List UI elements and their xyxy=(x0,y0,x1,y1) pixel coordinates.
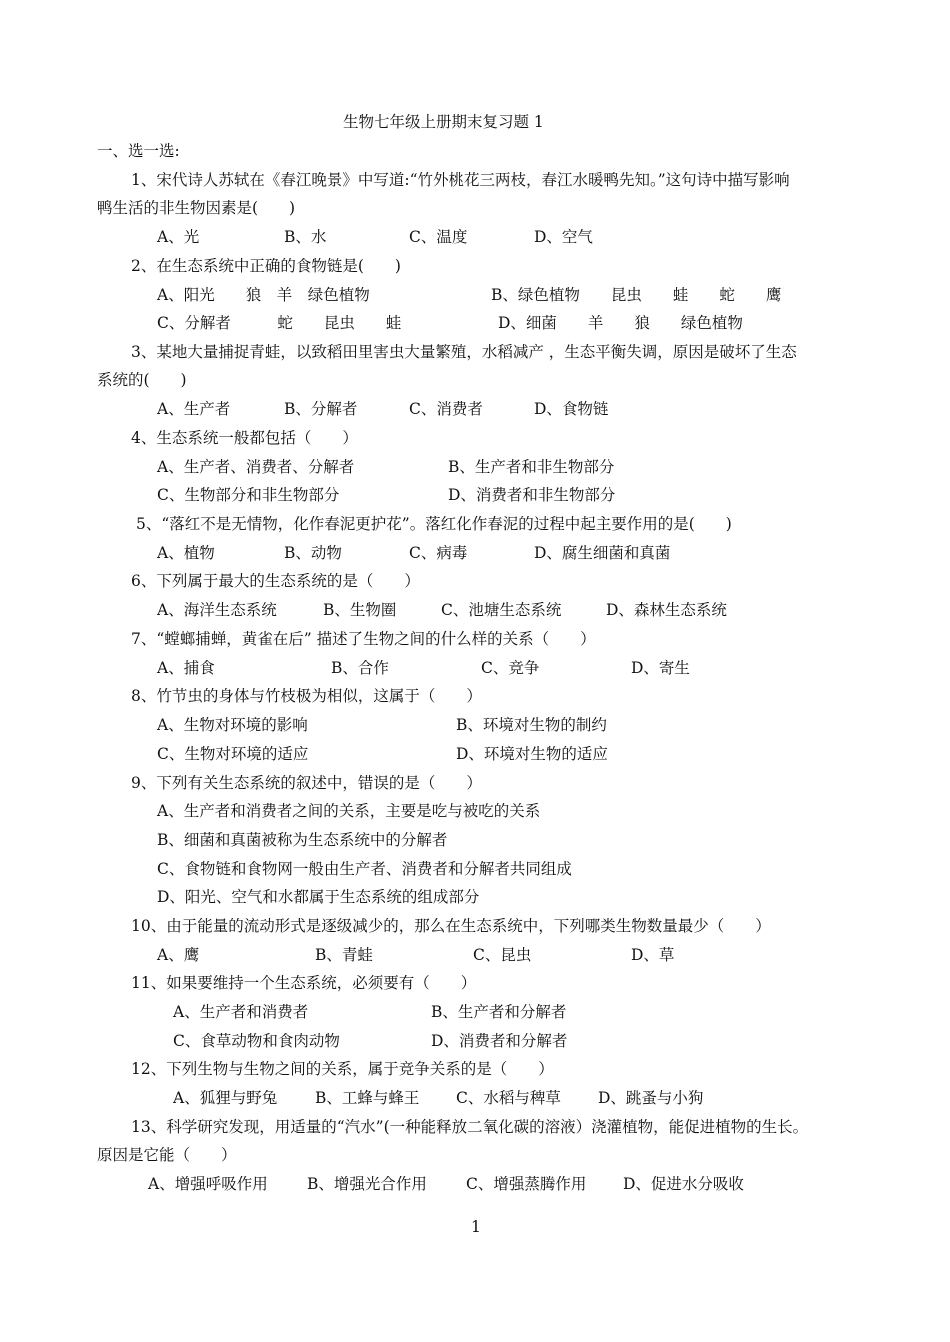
question-11-option-b: B、生产者和分解者 xyxy=(431,1003,567,1021)
question-9-stem: 9、下列有关生态系统的叙述中，错误的是（ ） xyxy=(131,774,482,792)
page-number: 1 xyxy=(471,1218,481,1236)
question-8-option-c: C、生物对环境的适应 xyxy=(157,745,309,763)
section-heading: 一、选一选: xyxy=(97,142,180,160)
question-5-option-d: D、腐生细菌和真菌 xyxy=(534,544,671,562)
question-13-stem: 13、科学研究发现，用适量的“汽水”(一种能释放二氧化碳的溶液）浇灌植物，能促进植物的生长。 xyxy=(131,1118,809,1136)
question-3-option-a: A、生产者 xyxy=(157,400,231,418)
question-2-option-b: B、绿色植物 昆虫 蛙 蛇 鹰 xyxy=(491,286,782,304)
question-10-option-c: C、昆虫 xyxy=(473,946,532,964)
question-11-option-a: A、生产者和消费者 xyxy=(173,1003,309,1021)
question-5-option-c: C、病毒 xyxy=(409,544,468,562)
question-12-option-d: D、跳蚤与小狗 xyxy=(598,1089,704,1107)
question-1-stem-cont: 鸭生活的非生物因素是( ) xyxy=(97,199,296,217)
question-11-stem: 11、如果要维持一个生态系统，必须要有（ ） xyxy=(131,974,477,992)
question-7-option-d: D、寄生 xyxy=(631,659,690,677)
question-2-option-c: C、分解者 蛇 昆虫 蛙 xyxy=(157,314,402,332)
question-3-option-b: B、分解者 xyxy=(284,400,358,418)
question-1-option-b: B、水 xyxy=(284,228,327,246)
question-4-stem: 4、生态系统一般都包括（ ） xyxy=(131,429,358,447)
document-title: 生物七年级上册期末复习题 1 xyxy=(343,113,544,131)
question-10-stem: 10、由于能量的流动形式是逐级减少的，那么在生态系统中，下列哪类生物数量最少（ ） xyxy=(131,917,771,935)
question-7-stem: 7、“螳螂捕蝉，黄雀在后” 描述了生物之间的什么样的关系（ ） xyxy=(131,630,596,648)
question-4-option-c: C、生物部分和非生物部分 xyxy=(157,486,340,504)
question-6-option-b: B、生物圈 xyxy=(323,601,397,619)
question-7-option-b: B、合作 xyxy=(331,659,389,677)
question-8-option-a: A、生物对环境的影响 xyxy=(157,716,308,734)
question-7-option-a: A、捕食 xyxy=(157,659,215,677)
question-11-option-c: C、食草动物和食肉动物 xyxy=(173,1032,340,1050)
question-9-option-b: B、细菌和真菌被称为生态系统中的分解者 xyxy=(157,831,448,849)
question-13-option-b: B、增强光合作用 xyxy=(307,1175,427,1193)
question-12-option-b: B、工蜂与蜂王 xyxy=(315,1089,420,1107)
question-7-option-c: C、竞争 xyxy=(481,659,540,677)
question-5-stem: 5、“落红不是无情物，化作春泥更护花”。落红化作春泥的过程中起主要作用的是( ) xyxy=(136,515,732,533)
question-6-option-c: C、池塘生态系统 xyxy=(441,601,562,619)
question-1-option-a: A、光 xyxy=(157,228,200,246)
question-9-option-d: D、阳光、空气和水都属于生态系统的组成部分 xyxy=(157,888,480,906)
question-2-option-a: A、阳光 狼 羊 绿色植物 xyxy=(157,286,370,304)
question-2-stem: 2、在生态系统中正确的食物链是( ) xyxy=(131,257,401,275)
question-4-option-b: B、生产者和非生物部分 xyxy=(448,458,615,476)
question-13-option-d: D、促进水分吸收 xyxy=(623,1175,744,1193)
question-5-option-b: B、动物 xyxy=(284,544,342,562)
question-5-option-a: A、植物 xyxy=(157,544,215,562)
question-10-option-a: A、鹰 xyxy=(157,946,200,964)
question-8-option-b: B、环境对生物的制约 xyxy=(456,716,607,734)
question-1-stem: 1、宋代诗人苏轼在《春江晚景》中写道:“竹外桃花三两枝，春江水暖鸭先知。”这句诗中描写影响 xyxy=(131,171,790,189)
question-9-option-a: A、生产者和消费者之间的关系，主要是吃与被吃的关系 xyxy=(157,802,541,820)
question-4-option-a: A、生产者、消费者、分解者 xyxy=(157,458,355,476)
question-8-option-d: D、环境对生物的适应 xyxy=(456,745,608,763)
question-6-stem: 6、下列属于最大的生态系统的是（ ） xyxy=(131,572,420,590)
question-11-option-d: D、消费者和分解者 xyxy=(431,1032,568,1050)
question-3-stem-cont: 系统的( ) xyxy=(97,371,187,389)
question-9-option-c: C、食物链和食物网一般由生产者、消费者和分解者共同组成 xyxy=(157,860,572,878)
question-12-option-a: A、狐狸与野兔 xyxy=(173,1089,278,1107)
question-10-option-b: B、青蛙 xyxy=(315,946,373,964)
question-2-option-d: D、细菌 羊 狼 绿色植物 xyxy=(498,314,743,332)
question-6-option-d: D、森林生态系统 xyxy=(606,601,727,619)
question-13-option-c: C、增强蒸腾作用 xyxy=(466,1175,587,1193)
question-12-option-c: C、水稻与稗草 xyxy=(456,1089,561,1107)
question-4-option-d: D、消费者和非生物部分 xyxy=(448,486,616,504)
question-3-option-c: C、消费者 xyxy=(409,400,483,418)
question-10-option-d: D、草 xyxy=(631,946,675,964)
question-8-stem: 8、竹节虫的身体与竹枝极为相似，这属于（ ） xyxy=(131,687,482,705)
question-3-option-d: D、食物链 xyxy=(534,400,609,418)
question-3-stem: 3、某地大量捕捉青蛙，以致稻田里害虫大量繁殖，水稻减产 ，生态平衡失调，原因是破坏了生态 xyxy=(131,343,797,361)
question-1-option-c: C、温度 xyxy=(409,228,468,246)
question-1-option-d: D、空气 xyxy=(534,228,593,246)
question-13-stem-cont: 原因是它能（ ） xyxy=(97,1146,237,1164)
question-13-option-a: A、增强呼吸作用 xyxy=(148,1175,268,1193)
question-12-stem: 12、下列生物与生物之间的关系，属于竞争关系的是（ ） xyxy=(131,1060,554,1078)
question-6-option-a: A、海洋生态系统 xyxy=(157,601,277,619)
